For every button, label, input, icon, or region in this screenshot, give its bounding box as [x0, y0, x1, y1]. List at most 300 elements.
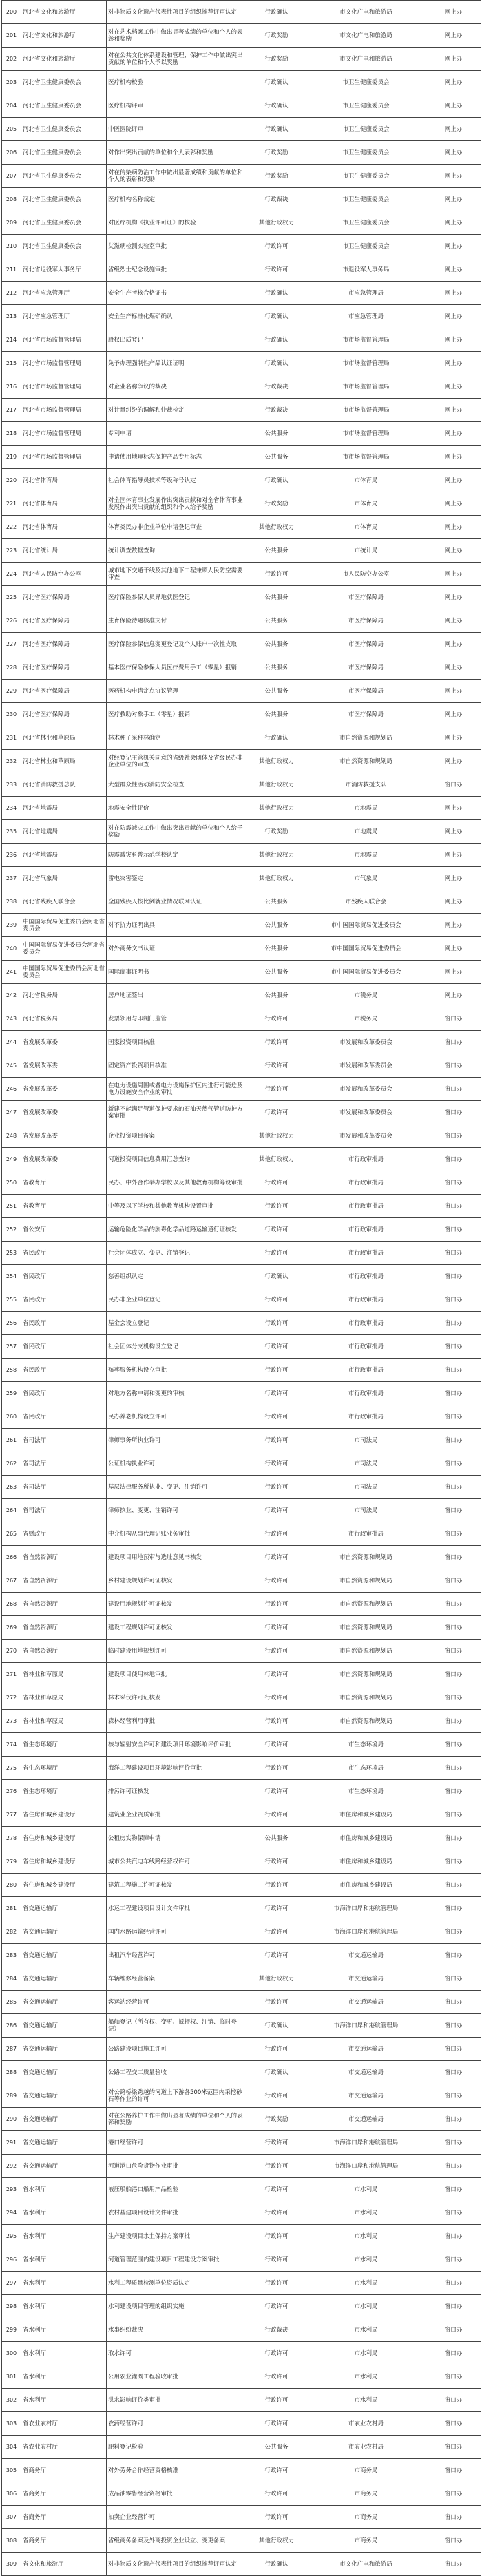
row-department: 河北省卫生健康委员会	[21, 188, 107, 211]
table-row	[2, 48, 481, 71]
row-category: 行政许可	[247, 1991, 306, 2014]
row-department: 河北省医疗保障局	[21, 609, 107, 633]
row-department: 河北省卫生健康委员会	[21, 71, 107, 94]
row-number: 299	[2, 2318, 21, 2342]
row-handling-unit: 市卫生健康委员会	[306, 165, 426, 188]
row-item-name: 对地方名称申请和变更的审核	[107, 1382, 247, 1405]
row-handling-unit: 市医疗保障局	[306, 703, 426, 726]
row-category: 行政许可	[247, 2178, 306, 2201]
table-row	[2, 2412, 481, 2436]
row-handling-mode: 网上办	[426, 586, 481, 609]
row-handling-unit: 市住房和城乡建设局	[306, 1874, 426, 1897]
row-item-name: 居户地证签出	[107, 984, 247, 1007]
row-number: 247	[2, 1101, 21, 1124]
row-department: 河北省体育局	[21, 469, 107, 492]
row-category: 行政奖励	[247, 24, 306, 48]
row-handling-unit: 市文化广电和旅游局	[306, 2553, 426, 2576]
table-row	[2, 211, 481, 235]
row-number: 253	[2, 1242, 21, 1265]
row-handling-unit: 市市场监督管理局	[306, 399, 426, 422]
row-item-name: 安全生产考核合格证书	[107, 282, 247, 305]
row-item-name: 乡村建设规划许可证核发	[107, 1569, 247, 1593]
row-handling-mode: 网上办	[426, 422, 481, 446]
row-item-name: 公租房实物保障申请	[107, 1827, 247, 1850]
row-item-name: 社会团体成立、变更、注销登记	[107, 1242, 247, 1265]
table-row	[2, 1124, 481, 1148]
table-row	[2, 1242, 481, 1265]
row-number: 281	[2, 1897, 21, 1920]
row-category: 行政裁决	[247, 2318, 306, 2342]
row-item-name: 民办非企业单位登记	[107, 1288, 247, 1312]
row-handling-mode: 网上办	[426, 165, 481, 188]
row-number: 201	[2, 24, 21, 48]
row-number: 205	[2, 118, 21, 141]
row-number: 254	[2, 1265, 21, 1288]
table-row	[2, 2459, 481, 2482]
row-item-name: 成品油零售经营资格审批	[107, 2482, 247, 2506]
row-item-name: 中等及以下学校和其他教育机构设置审批	[107, 1195, 247, 1218]
row-number: 219	[2, 446, 21, 469]
row-category: 行政许可	[247, 563, 306, 586]
row-department: 省水利厅	[21, 2178, 107, 2201]
row-category: 其他行政权力	[247, 797, 306, 820]
row-handling-mode: 窗口办	[426, 1640, 481, 1663]
row-item-name: 建筑工程施工许可证核发	[107, 1874, 247, 1897]
row-handling-unit: 市体育局	[306, 492, 426, 516]
row-item-name: 慈善组织认定	[107, 1265, 247, 1288]
row-handling-mode: 窗口办	[426, 1897, 481, 1920]
row-item-name: 医药机构申请定点协议管理	[107, 680, 247, 703]
table-row	[2, 1616, 481, 1640]
row-number: 236	[2, 844, 21, 867]
row-department: 省交通运输厅	[21, 1897, 107, 1920]
row-item-name: 基金会设立登记	[107, 1312, 247, 1335]
table-row	[2, 2553, 481, 2576]
row-department: 河北省市场监督管理局	[21, 352, 107, 375]
row-category: 行政许可	[247, 2201, 306, 2225]
row-item-name: 船舶登记（所有权、变更、抵押权、注销、临时登记）	[107, 2014, 247, 2038]
row-department: 省交通运输厅	[21, 1991, 107, 2014]
row-item-name: 全国残疾人按比例就业情况联网认证	[107, 890, 247, 914]
row-handling-unit: 市自然资源和规划局	[306, 1593, 426, 1616]
row-number: 269	[2, 1616, 21, 1640]
row-number: 304	[2, 2436, 21, 2459]
row-handling-mode: 窗口办	[426, 2178, 481, 2201]
row-handling-unit: 市行政审批局	[306, 1359, 426, 1382]
row-handling-mode: 窗口办	[426, 2084, 481, 2108]
row-category: 行政许可	[247, 2506, 306, 2529]
row-handling-unit: 市自然资源和规划局	[306, 1569, 426, 1593]
row-handling-mode: 窗口办	[426, 1967, 481, 1991]
row-department: 省住房和城乡建设厅	[21, 1803, 107, 1827]
row-department: 河北省市场监督管理局	[21, 399, 107, 422]
row-item-name: 公路建设项目施工许可	[107, 2038, 247, 2061]
row-department: 省林业和草原局	[21, 1686, 107, 1710]
row-handling-unit: 市交通运输局	[306, 1991, 426, 2014]
table-row	[2, 492, 481, 516]
table-row	[2, 2155, 481, 2178]
table-row	[2, 1078, 481, 1101]
row-number: 282	[2, 1920, 21, 1944]
row-item-name: 医疗机构名称裁定	[107, 188, 247, 211]
row-handling-unit: 市水利局	[306, 2365, 426, 2389]
row-handling-unit: 市地震局	[306, 797, 426, 820]
row-handling-mode: 窗口办	[426, 1780, 481, 1803]
table-row	[2, 1054, 481, 1078]
row-handling-unit: 市海洋口岸和港航管理局	[306, 2014, 426, 2038]
row-handling-unit: 市行政审批局	[306, 1218, 426, 1242]
row-category: 行政许可	[247, 2225, 306, 2248]
row-handling-unit: 市税务局	[306, 1007, 426, 1031]
row-category: 其他行政权力	[247, 750, 306, 773]
row-item-name: 申请使用地理标志保护产品专用标志	[107, 446, 247, 469]
row-handling-mode: 窗口办	[426, 1054, 481, 1078]
row-handling-mode: 网上办	[426, 399, 481, 422]
row-category: 行政许可	[247, 1663, 306, 1686]
row-category: 行政裁决	[247, 399, 306, 422]
row-handling-mode: 窗口办	[426, 1944, 481, 1967]
row-number: 276	[2, 1780, 21, 1803]
row-number: 285	[2, 1991, 21, 2014]
row-handling-unit: 市自然资源和规划局	[306, 1686, 426, 1710]
row-item-name: 对在防震减灾工作中做出突出贡献的单位和个人给予奖励	[107, 820, 247, 844]
row-number: 203	[2, 71, 21, 94]
row-category: 行政许可	[247, 1054, 306, 1078]
row-department: 河北省统计局	[21, 539, 107, 563]
table-row	[2, 2225, 481, 2248]
row-handling-mode: 网上办	[426, 984, 481, 1007]
row-category: 行政确认	[247, 469, 306, 492]
row-department: 河北省应急管理厅	[21, 282, 107, 305]
table-row	[2, 1195, 481, 1218]
row-department: 省民政厅	[21, 1265, 107, 1288]
row-department: 河北省市场监督管理局	[21, 446, 107, 469]
row-handling-unit: 市生态环境局	[306, 1757, 426, 1780]
row-handling-mode: 窗口办	[426, 1757, 481, 1780]
row-department: 河北省税务局	[21, 1007, 107, 1031]
row-item-name: 肥料登记检验	[107, 2436, 247, 2459]
table-row	[2, 141, 481, 165]
row-handling-unit: 市交通运输局	[306, 2038, 426, 2061]
table-row	[2, 703, 481, 726]
row-handling-mode: 窗口办	[426, 2248, 481, 2272]
row-number: 291	[2, 2131, 21, 2155]
table-row	[2, 1780, 481, 1803]
row-number: 237	[2, 867, 21, 890]
row-category: 行政许可	[247, 1335, 306, 1359]
row-number: 218	[2, 422, 21, 446]
row-department: 省自然资源厅	[21, 1569, 107, 1593]
table-row	[2, 2108, 481, 2131]
row-department: 河北省地震局	[21, 797, 107, 820]
row-handling-mode: 网上办	[426, 844, 481, 867]
row-category: 行政许可	[247, 1476, 306, 1499]
row-item-name: 农村基建项目设计文件审批	[107, 2201, 247, 2225]
row-handling-unit: 市水利局	[306, 2318, 426, 2342]
row-department: 河北省卫生健康委员会	[21, 94, 107, 118]
table-row	[2, 609, 481, 633]
row-item-name: 对医疗机构《执业许可证》的校验	[107, 211, 247, 235]
row-item-name: 股权出质登记	[107, 328, 247, 352]
row-handling-unit: 市行政审批局	[306, 1382, 426, 1405]
row-handling-unit: 市商务局	[306, 2529, 426, 2553]
row-item-name: 中医医院评审	[107, 118, 247, 141]
row-handling-unit: 市医疗保障局	[306, 680, 426, 703]
row-department: 河北省卫生健康委员会	[21, 118, 107, 141]
row-handling-unit: 市医疗保障局	[306, 656, 426, 680]
row-item-name: 对在艺术档案工作中做出显著成绩的单位和个人的表彰和奖励	[107, 24, 247, 48]
row-handling-unit: 市行政审批局	[306, 1265, 426, 1288]
row-item-name: 对在公共文化体系建设和管理、保护工作中做出突出贡献的单位和个人予以奖励	[107, 48, 247, 71]
row-category: 公共服务	[247, 539, 306, 563]
row-department: 河北省市场监督管理局	[21, 328, 107, 352]
row-handling-mode: 窗口办	[426, 2038, 481, 2061]
row-category: 行政许可	[247, 2482, 306, 2506]
row-handling-mode: 网上办	[426, 914, 481, 937]
row-number: 224	[2, 563, 21, 586]
row-number: 233	[2, 773, 21, 797]
row-department: 河北省林业和草原局	[21, 750, 107, 773]
row-item-name: 民办、中外合作举办学校以及其他教育机构筹设审批	[107, 1171, 247, 1195]
row-item-name: 对外商务文书认证	[107, 937, 247, 961]
table-row	[2, 984, 481, 1007]
row-number: 202	[2, 48, 21, 71]
row-number: 250	[2, 1171, 21, 1195]
row-number: 244	[2, 1031, 21, 1054]
row-category: 行政许可	[247, 1405, 306, 1429]
row-category: 行政确认	[247, 1265, 306, 1288]
row-number: 228	[2, 656, 21, 680]
row-department: 省自然资源厅	[21, 1616, 107, 1640]
row-department: 省商务厅	[21, 2506, 107, 2529]
row-item-name: 省级烈士纪念设施审批	[107, 258, 247, 282]
row-handling-unit: 市税务局	[306, 984, 426, 1007]
row-number: 295	[2, 2225, 21, 2248]
row-handling-unit: 市农业农村局	[306, 2436, 426, 2459]
table-row	[2, 773, 481, 797]
row-category: 公共服务	[247, 937, 306, 961]
row-category: 行政许可	[247, 1288, 306, 1312]
row-department: 省水利厅	[21, 2365, 107, 2389]
row-category: 行政许可	[247, 2248, 306, 2272]
row-department: 省水利厅	[21, 2201, 107, 2225]
row-handling-mode: 网上办	[426, 328, 481, 352]
row-number: 258	[2, 1359, 21, 1382]
row-category: 其他行政权力	[247, 844, 306, 867]
row-handling-unit: 市医疗保障局	[306, 609, 426, 633]
row-category: 行政许可	[247, 2038, 306, 2061]
row-handling-unit: 市海洋口岸和港航管理局	[306, 1897, 426, 1920]
row-category: 行政许可	[247, 2272, 306, 2295]
row-handling-mode: 网上办	[426, 563, 481, 586]
row-number: 246	[2, 1078, 21, 1101]
row-department: 河北省文化和旅游厅	[21, 48, 107, 71]
row-handling-unit: 市交通运输局	[306, 2108, 426, 2131]
row-handling-unit: 市文化广电和旅游局	[306, 24, 426, 48]
row-department: 省自然资源厅	[21, 1593, 107, 1616]
row-item-name: 海洋工程建设项目环境影响评价审批	[107, 1757, 247, 1780]
row-department: 省交通运输厅	[21, 2084, 107, 2108]
row-department: 省司法厅	[21, 1452, 107, 1476]
row-handling-unit: 市自然资源和规划局	[306, 726, 426, 750]
row-number: 251	[2, 1195, 21, 1218]
row-category: 行政奖励	[247, 492, 306, 516]
row-category: 行政许可	[247, 1546, 306, 1569]
row-category: 公共服务	[247, 984, 306, 1007]
table-row	[2, 446, 481, 469]
row-category: 行政许可	[247, 2084, 306, 2108]
row-handling-unit: 市司法局	[306, 1476, 426, 1499]
row-number: 214	[2, 328, 21, 352]
row-department: 河北省卫生健康委员会	[21, 235, 107, 258]
row-item-name: 国家投资项目核准	[107, 1031, 247, 1054]
row-item-name: 殡葬服务机构设立审批	[107, 1359, 247, 1382]
row-number: 292	[2, 2155, 21, 2178]
row-number: 227	[2, 633, 21, 656]
row-item-name: 国际商事证明书	[107, 961, 247, 984]
row-department: 河北省文化和旅游厅	[21, 24, 107, 48]
row-handling-mode: 窗口办	[426, 2225, 481, 2248]
row-item-name: 液压船舶港口船用产品检验	[107, 2178, 247, 2201]
row-handling-unit: 市商务局	[306, 2459, 426, 2482]
row-handling-mode: 窗口办	[426, 1265, 481, 1288]
row-department: 中国国际贸易促进委员会河北省委员会	[21, 937, 107, 961]
row-handling-mode: 窗口办	[426, 1499, 481, 1522]
row-number: 259	[2, 1382, 21, 1405]
row-number: 204	[2, 94, 21, 118]
row-handling-mode: 窗口办	[426, 2529, 481, 2553]
row-item-name: 河道港口危险货物作业审批	[107, 2155, 247, 2178]
row-handling-unit: 市行政审批局	[306, 1522, 426, 1546]
row-handling-mode: 窗口办	[426, 2318, 481, 2342]
row-item-name: 出租汽车经营许可	[107, 1944, 247, 1967]
row-handling-unit: 市自然资源和规划局	[306, 1546, 426, 1569]
row-category: 公共服务	[247, 914, 306, 937]
row-handling-mode: 网上办	[426, 609, 481, 633]
row-department: 河北省医疗保障局	[21, 656, 107, 680]
row-handling-mode: 窗口办	[426, 1218, 481, 1242]
row-category: 行政许可	[247, 1171, 306, 1195]
row-item-name: 对作出突出贡献的单位和个人表彰和奖励	[107, 141, 247, 165]
table-row	[2, 516, 481, 539]
table-row	[2, 890, 481, 914]
row-department: 河北省消防救援总队	[21, 773, 107, 797]
row-handling-mode: 窗口办	[426, 1803, 481, 1827]
row-handling-unit: 市自然资源和规划局	[306, 1710, 426, 1733]
row-handling-unit: 市海洋口岸和港航管理局	[306, 2131, 426, 2155]
table-row	[2, 656, 481, 680]
row-item-name: 对非物质文化遗产代表性项目的组织推荐评审认定	[107, 1, 247, 24]
row-item-name: 省级商务备案及外商投资企业设立、变更备案	[107, 2529, 247, 2553]
row-handling-unit: 市卫生健康委员会	[306, 188, 426, 211]
row-category: 行政许可	[247, 1686, 306, 1710]
row-number: 307	[2, 2506, 21, 2529]
row-handling-mode: 网上办	[426, 1, 481, 24]
row-handling-mode: 窗口办	[426, 1312, 481, 1335]
row-handling-mode: 窗口办	[426, 2412, 481, 2436]
row-item-name: 建设项目用地预审与选址意见书核发	[107, 1546, 247, 1569]
row-handling-unit: 市水利局	[306, 2201, 426, 2225]
row-category: 行政许可	[247, 1920, 306, 1944]
row-item-name: 医疗保险参保信息变更登记及个人账户一次性支取	[107, 633, 247, 656]
row-handling-unit: 市自然资源和规划局	[306, 750, 426, 773]
table-row	[2, 563, 481, 586]
row-handling-mode: 窗口办	[426, 1569, 481, 1593]
row-department: 省发展改革委	[21, 1078, 107, 1101]
row-number: 207	[2, 165, 21, 188]
row-handling-mode: 窗口办	[426, 2436, 481, 2459]
row-handling-mode: 窗口办	[426, 2506, 481, 2529]
row-item-name: 对在传染病防治工作中做出显著成绩和贡献的单位和个人的表彰和奖励	[107, 165, 247, 188]
row-handling-unit: 市商务局	[306, 2506, 426, 2529]
row-item-name: 中介机构从事代理记账业务审批	[107, 1522, 247, 1546]
table-row	[2, 1335, 481, 1359]
row-item-name: 雷电灾害鉴定	[107, 867, 247, 890]
row-category: 行政奖励	[247, 165, 306, 188]
table-row	[2, 1803, 481, 1827]
row-department: 省交通运输厅	[21, 2108, 107, 2131]
row-handling-mode: 窗口办	[426, 2201, 481, 2225]
row-handling-mode: 窗口办	[426, 2108, 481, 2131]
table-row	[2, 2482, 481, 2506]
row-handling-unit: 市行政审批局	[306, 1405, 426, 1429]
row-department: 省水利厅	[21, 2272, 107, 2295]
row-number: 252	[2, 1218, 21, 1242]
table-row	[2, 797, 481, 820]
row-department: 省生态环境厅	[21, 1780, 107, 1803]
row-category: 行政确认	[247, 71, 306, 94]
row-number: 229	[2, 680, 21, 703]
table-row	[2, 1663, 481, 1686]
row-handling-unit: 市水利局	[306, 2389, 426, 2412]
table-row	[2, 1, 481, 24]
row-number: 231	[2, 726, 21, 750]
row-handling-mode: 网上办	[426, 867, 481, 890]
row-item-name: 对计量纠纷的调解和仲裁检定	[107, 399, 247, 422]
row-department: 河北省林业和草原局	[21, 726, 107, 750]
row-department: 中国国际贸易促进委员会河北省委员会	[21, 914, 107, 937]
row-department: 省自然资源厅	[21, 1640, 107, 1663]
row-department: 省民政厅	[21, 1288, 107, 1312]
table-row	[2, 1429, 481, 1452]
row-handling-mode: 窗口办	[426, 1452, 481, 1476]
row-category: 其他行政权力	[247, 867, 306, 890]
row-category: 行政许可	[247, 1452, 306, 1476]
row-handling-mode: 网上办	[426, 820, 481, 844]
row-category: 行政许可	[247, 1007, 306, 1031]
row-department: 省民政厅	[21, 1312, 107, 1335]
table-row	[2, 282, 481, 305]
row-item-name: 林木采伐许可证核发	[107, 1686, 247, 1710]
table-row	[2, 539, 481, 563]
row-handling-mode: 窗口办	[426, 2482, 481, 2506]
row-department: 河北省医疗保障局	[21, 703, 107, 726]
row-department: 省交通运输厅	[21, 2038, 107, 2061]
row-category: 公共服务	[247, 703, 306, 726]
row-handling-unit: 市卫生健康委员会	[306, 235, 426, 258]
row-category: 其他行政权力	[247, 211, 306, 235]
table-row	[2, 188, 481, 211]
row-handling-mode: 网上办	[426, 516, 481, 539]
row-department: 省商务厅	[21, 2529, 107, 2553]
row-number: 243	[2, 1007, 21, 1031]
row-item-name: 森林经营利用审批	[107, 1710, 247, 1733]
row-item-name: 港口经营许可	[107, 2131, 247, 2155]
row-item-name: 新建不能满足管道保护要求的石油天然气管道防护方案审批	[107, 1101, 247, 1124]
table-row	[2, 328, 481, 352]
row-number: 261	[2, 1429, 21, 1452]
row-category: 行政许可	[247, 1031, 306, 1054]
